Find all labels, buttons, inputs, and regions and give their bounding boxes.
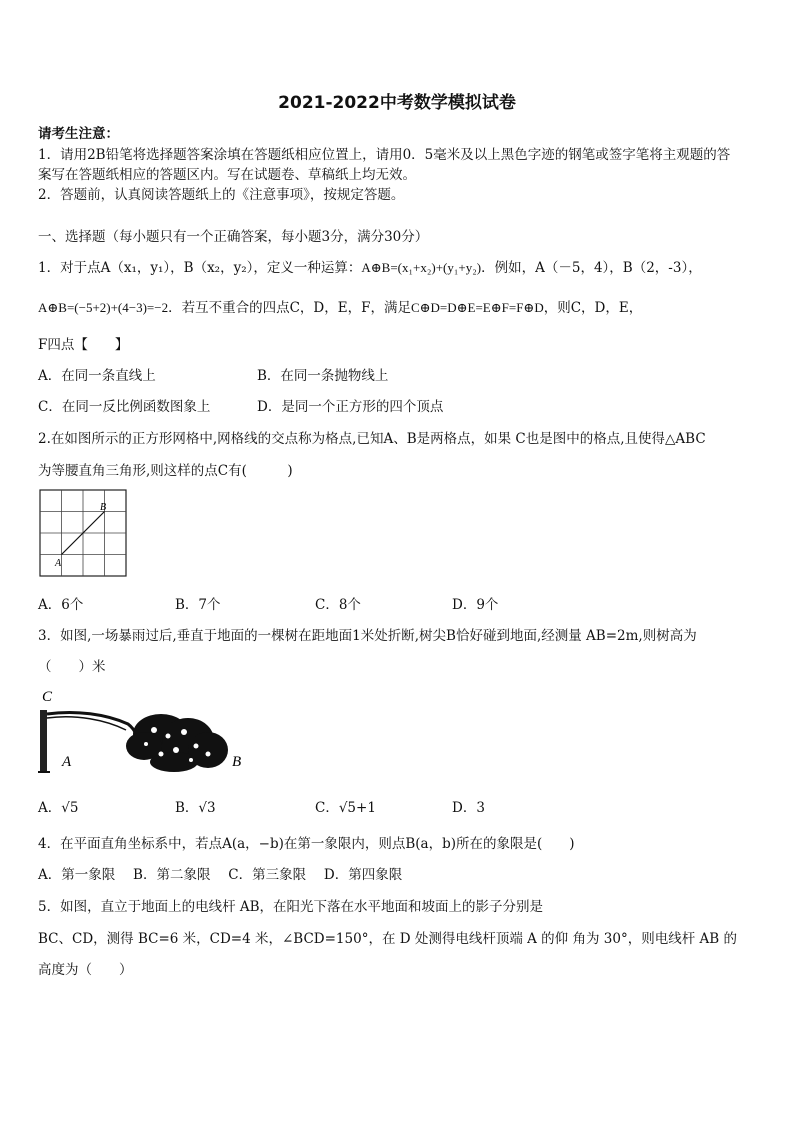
q1-formula-condition: C⊕D=D⊕E=E⊕F=F⊕D [410,300,544,315]
q3-label-b: B [232,754,242,770]
q3-option-a: A．√5 [38,800,79,816]
q2-label-a: A [55,558,62,569]
q5-line1: 5．如图，直立于地面上的电线杆 AB，在阳光下落在水平地面和坡面上的影子分别是 [38,899,544,915]
q5-line3: 高度为（ ） [38,962,133,978]
q3-tree-trunk [40,710,47,772]
q3-option-d: D．3 [452,800,485,816]
q1-formula-def: A⊕B=(x₁+x₂)+(y₁+y₂) [361,260,482,275]
q2-label-b: B [100,502,107,513]
q4-options: A．第一象限 B．第二象限 C．第三象限 D．第四象限 [38,867,403,883]
q1-line1: 1．对于点A（x₁，y₁），B（x₂，y₂），定义一种运算：A⊕B=(x₁+x₂)+(y₁+y₂)．例如，A（－5，4），B（2，-3）， [38,260,702,276]
q3-tree-figure [36,684,251,776]
q3-option-b: B．√3 [175,800,216,816]
q3-option-c: C．√5+1 [315,800,376,816]
q1-formula-example: A⊕B=(−5+2)+(4−3)=−2 [38,300,169,315]
q3-foliage [126,714,228,772]
q2-line1: 2.在如图所示的正方形网格中,网格线的交点称为格点,已知A、B是两格点，如果 C也是图中的格点,且使得△ABC [38,431,706,447]
page-title: 2021-2022中考数学模拟试卷 [278,93,516,113]
q2-option-b: B．7个 [175,597,221,613]
q3-line2: （ ）米 [38,659,106,675]
q1-option-d: D．是同一个正方形的四个顶点 [257,399,444,415]
q3-line1: 3．如图,一场暴雨过后,垂直于地面的一棵树在距地面1米处折断,树尖B恰好碰到地面,经测量 AB=2m,则树高为 [38,628,697,644]
q1-line2: A⊕B=(−5+2)+(4−3)=−2．若互不重合的四点C，D，E，F，满足C⊕D=D⊕E=E⊕F=F⊕D，则C，D，E， [38,300,643,316]
notice-heading: 请考生注意： [38,126,119,142]
notice-item-1a: 1．请用2B铅笔将选择题答案涂填在答题纸相应位置上，请用0．5毫米及以上黑色字迹的钢笔或签字笔将主观题的答 [38,147,731,163]
q2-line2: 为等腰直角三角形,则这样的点C有( ) [38,463,293,479]
q1-option-b: B．在同一条抛物线上 [257,368,389,384]
q2-option-a: A．6个 [38,597,84,613]
q3-label-c: C [42,689,53,705]
q1-option-a: A．在同一条直线上 [38,368,156,384]
q1-option-c: C．在同一反比例函数图象上 [38,399,211,415]
q2-grid-figure [38,488,130,580]
notice-item-2: 2．答题前，认真阅读答题纸上的《注意事项》，按规定答题。 [38,187,405,203]
notice-item-1b: 案写在答题纸相应的答题区内。写在试题卷、草稿纸上均无效。 [38,167,416,183]
q2-option-c: C．8个 [315,597,361,613]
q4-line1: 4．在平面直角坐标系中，若点A(a，−b)在第一象限内，则点B(a，b)所在的象限是( ) [38,836,575,852]
q1-line3: F四点【 】 [38,337,129,353]
q5-line2: BC、CD，测得 BC=6 米，CD=4 米，∠BCD=150°，在 D 处测得电线杆顶端 A 的仰 角为 30°，则电线杆 AB 的 [38,931,737,947]
section-heading: 一、选择题（每小题只有一个正确答案，每小题3分，满分30分） [38,229,429,245]
q2-option-d: D．9个 [452,597,499,613]
q3-label-a: A [62,754,72,770]
